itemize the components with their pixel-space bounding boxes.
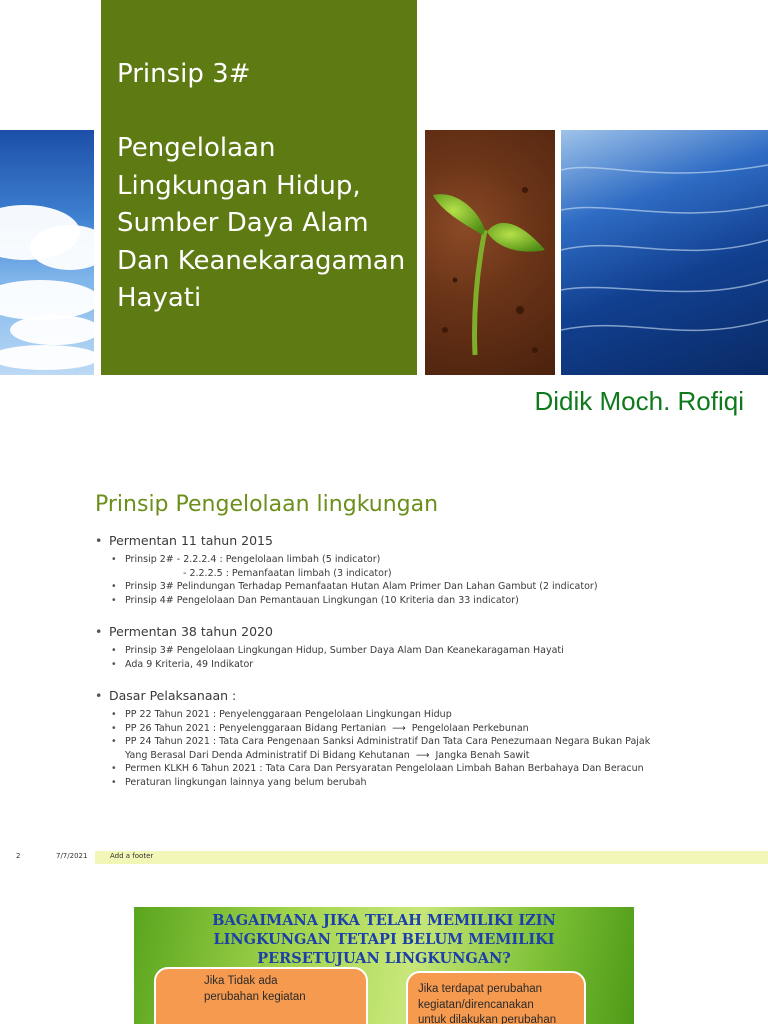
bullet-item: • Prinsip 2# - 2.2.2.4 : Pengelolaan limbah (5 indicator) <box>95 553 755 567</box>
bullet-item <box>95 722 755 736</box>
slide-body <box>95 532 755 789</box>
title-line: LINGKUNGAN TETAPI BELUM MEMILIKI <box>213 931 555 948</box>
seedling-image <box>425 130 555 375</box>
bullet-heading: • Dasar Pelaksanaan : <box>95 687 755 704</box>
box-line: untuk dilakukan perubahan <box>418 1014 557 1024</box>
box-line: kegiatan/direncanakan <box>418 998 534 1011</box>
slide-subtitle: Prinsip 3# <box>117 59 251 89</box>
author-name: Didik Moch. Rofiqi <box>534 386 744 416</box>
title-line: BAGAIMANA JIKA TELAH MEMILIKI IZIN <box>212 912 556 929</box>
bullet-item: • Ada 9 Kriteria, 49 Indikator <box>95 658 755 672</box>
bullet-item: • Permen KLKH 6 Tahun 2021 : Tata Cara Dan Persyaratan Pengelolaan Limbah Bahan Berbahaya Dan Beracun <box>95 762 755 776</box>
arrow-right-icon: ⟶ <box>415 749 430 761</box>
bullet-item: - 2.2.2.5 : Pemanfaatan limbah (3 indicator) <box>183 567 392 579</box>
box-line: Jika Tidak ada <box>204 975 278 987</box>
bullet-item: • Prinsip 3# Pengelolaan Lingkungan Hidup, Sumber Daya Alam Dan Keanekaragaman Hayati <box>95 644 755 658</box>
bullet-item-continuation <box>95 749 755 763</box>
bullet-heading: • Permentan 11 tahun 2015 <box>95 532 755 549</box>
sky-image <box>0 130 94 375</box>
arrow-right-icon: ⟶ <box>392 722 406 734</box>
slide-title <box>134 911 634 968</box>
change-box <box>406 971 586 1024</box>
bullet-text: Yang Berasal Dari Denda Administratif Di Bidang Kehutanan <box>125 749 410 761</box>
bullet-item: • Prinsip 3# Pelindungan Terhadap Pemanfaatan Hutan Alam Primer Dan Lahan Gambut (2 indicator) <box>95 580 755 594</box>
no-change-box <box>154 967 368 1024</box>
box-line: Jika terdapat perubahan <box>418 983 543 995</box>
question-slide <box>134 907 634 1024</box>
page-number: 2 <box>16 852 21 860</box>
slide-footer <box>0 851 768 864</box>
box-line: perubahan kegiatan <box>204 990 306 1003</box>
footer-date: 7/7/2021 <box>56 852 88 860</box>
title-line: PERSETUJUAN LINGKUNGAN? <box>257 950 511 967</box>
footer-text: Add a footer <box>110 852 154 860</box>
water-image <box>561 130 768 375</box>
bullet-heading: • Permentan 38 tahun 2020 <box>95 623 755 640</box>
bullet-text: PP 26 Tahun 2021 : Penyelenggaraan Bidang Pertanian <box>125 722 387 734</box>
bullet-item: • Prinsip 4# Pengelolaan Dan Pemantauan Lingkungan (10 Kriteria dan 33 indicator) <box>95 594 755 608</box>
title-slide <box>0 0 768 440</box>
slide-title: Pengelolaan Lingkungan Hidup, Sumber Daya Alam Dan Keanekaragaman Hayati <box>117 133 406 313</box>
bullet-text: Pengelolaan Perkebunan <box>411 722 529 734</box>
bullet-item: • Peraturan lingkungan lainnya yang belum berubah <box>95 776 755 790</box>
bullet-item: • PP 24 Tahun 2021 : Tata Cara Pengenaan Sanksi Administratif Dan Tata Cara Penezumaan Negara Bukan Pajak <box>95 735 755 749</box>
content-slide <box>0 440 768 870</box>
bullet-text: Jangka Benah Sawit <box>435 749 530 761</box>
bullet-item: • PP 22 Tahun 2021 : Penyelenggaraan Pengelolaan Lingkungan Hidup <box>95 708 755 722</box>
slide-title: Prinsip Pengelolaan lingkungan <box>95 492 439 517</box>
